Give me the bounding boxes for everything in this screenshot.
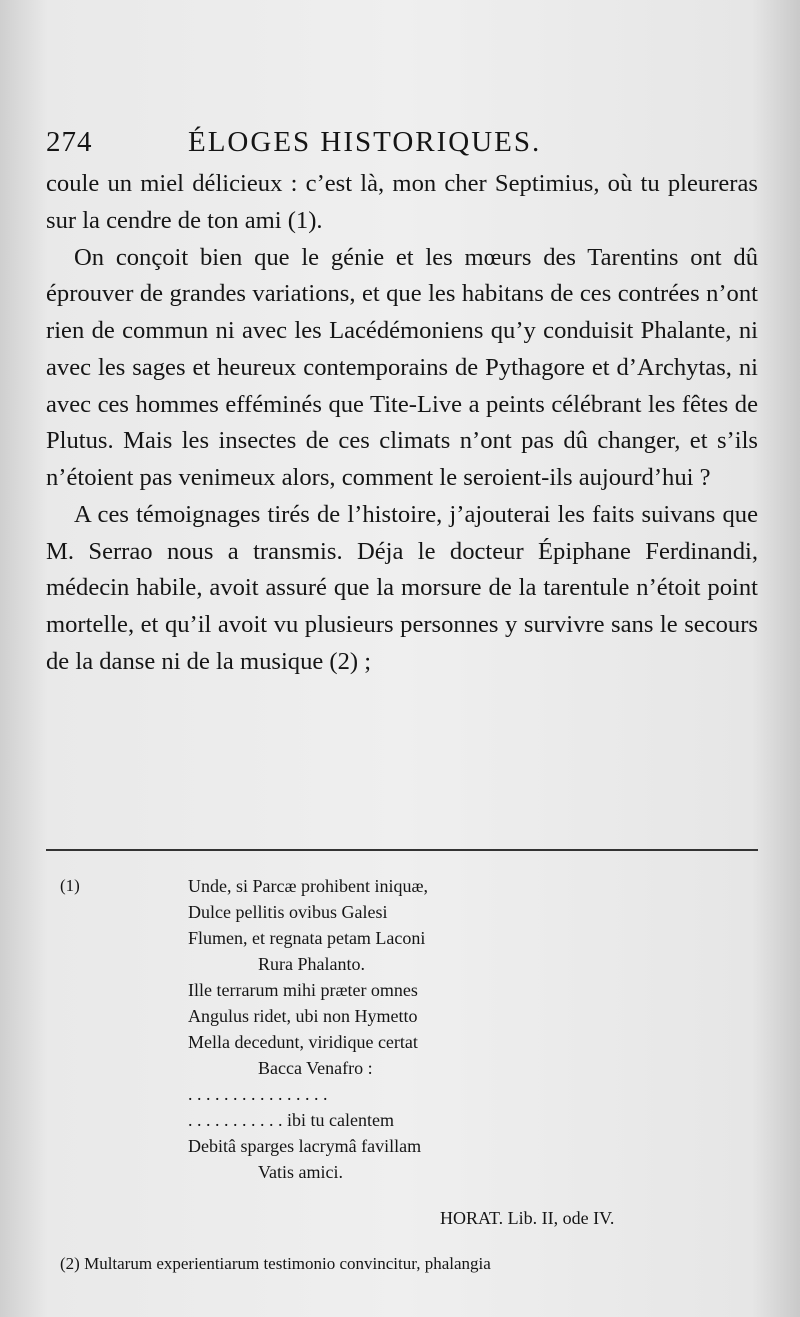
poem-line: Rura Phalanto. (258, 954, 365, 974)
paragraph-3: A ces témoignages tirés de l’histoire, j’ajouterai les faits suivans que M. Serrao nous a transmis. Déja le docteur Épiphane Ferdinandi, médecin habile, avoit assuré que la morsure de la tarentule n’étoit point mortelle, et qu’il avoit vu plusieurs personnes y survivre sans le secours de la danse ni de la musique (2) ; (46, 500, 758, 675)
poem-line: Debitâ sparges lacrymâ favillam (188, 1136, 422, 1156)
poem-line: Unde, si Parcæ prohibent iniquæ, (188, 876, 428, 896)
horace-quotation (188, 873, 748, 1185)
footnote-2: (2) Multarum experientiarum testimonio convincitur, phalangia (60, 1254, 491, 1273)
poem-line: Flumen, et regnata petam Laconi (188, 928, 426, 948)
footnote-divider (46, 849, 758, 851)
poem-line: Mella decedunt, viridique certat (188, 1032, 418, 1052)
poem-ellipsis: . . . . . . . . . . . . . . . . (188, 1084, 328, 1104)
running-title: ÉLOGES HISTORIQUES. (188, 126, 542, 158)
poem-line: . . . . . . . . . . . ibi tu calentem (188, 1110, 394, 1130)
page-number: 274 (46, 126, 93, 158)
horace-citation: HORAT. Lib. II, ode IV. (440, 1208, 615, 1228)
poem-line: Angulus ridet, ubi non Hymetto (188, 1006, 418, 1026)
poem-line: Bacca Venafro : (258, 1058, 373, 1078)
poem-line: Vatis amici. (258, 1162, 343, 1182)
paragraph-1: coule un miel délicieux : c’est là, mon cher Septimius, où tu pleureras sur la cendre de ton ami (1). (46, 170, 758, 234)
paragraph-2: On conçoit bien que le génie et les mœurs des Tarentins ont dû éprouver de grandes variations, et que les habitans de ces contrées n’ont rien de commun ni avec les Lacédémoniens qu’y conduisit Phalante, ni avec les sages et heureux contemporains de Pythagore et d’Archytas, ni avec ces hommes efféminés que Tite-Live a peints célébrant les fêtes de Plutus. Mais les insectes de ces climats n’ont pas dû changer, et s’ils n’étoient pas venimeux alors, comment le seroient-ils aujourd’hui ? (46, 243, 758, 491)
page-header (46, 126, 766, 166)
poem-line: Dulce pellitis ovibus Galesi (188, 902, 388, 922)
body-text (46, 166, 758, 681)
footnote-1-marker: (1) (60, 876, 80, 895)
poem-line: Ille terrarum mihi præter omnes (188, 980, 418, 1000)
